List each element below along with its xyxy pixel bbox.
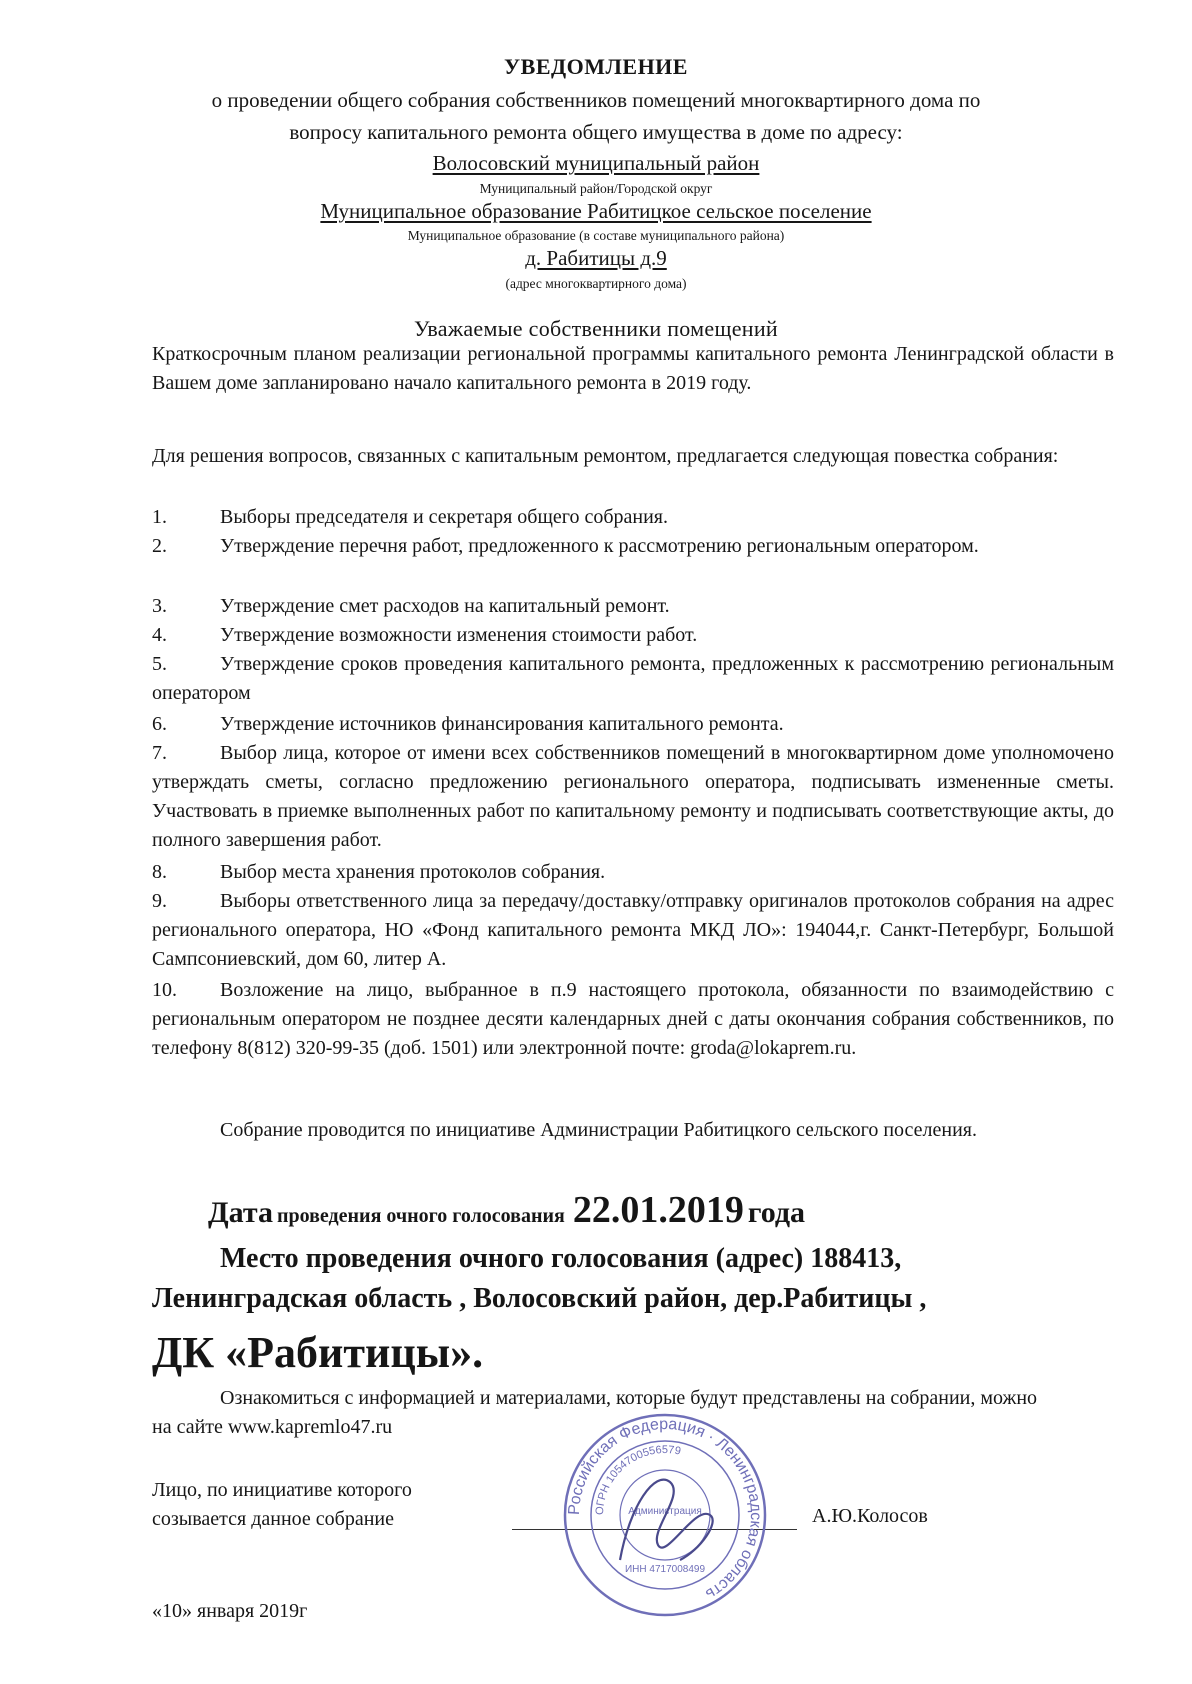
greeting: Уважаемые собственники помещений bbox=[414, 316, 778, 341]
agenda-item-text: Выбор места хранения протоколов собрания. bbox=[220, 861, 606, 883]
date-label: проведения очного голосования bbox=[276, 1205, 565, 1227]
agenda-item-text: Утверждение сроков проведения капитального ремонта, предложенных к рассмотрению региональным оператором bbox=[152, 653, 1114, 704]
agenda-item-text: Утверждение смет расходов на капитальный ремонт. bbox=[220, 595, 670, 617]
agenda-item-text: Утверждение источников финансирования капитального ремонта. bbox=[220, 713, 784, 735]
date-word: Дата bbox=[208, 1196, 273, 1229]
agenda-item bbox=[152, 650, 1114, 708]
agenda-item-text: Утверждение возможности изменения стоимости работ. bbox=[220, 624, 698, 646]
agenda-item-text: Возложение на лицо, выбранное в п.9 настоящего протокола, обязанности по взаимодействию с региональным оператором не позднее десяти календарных дней с даты окончания собрания собственников, по телефону 8(812) 320-99-35 (доб. 1501) или электронной почте: groda@lokaprem.ru. bbox=[152, 979, 1114, 1059]
agenda-intro: Для решения вопросов, связанных с капитальным ремонтом, предлагается следующая повестка собрания: bbox=[152, 445, 1059, 467]
voting-place-line-1: Место проведения очного голосования (адрес) 188413, bbox=[220, 1243, 902, 1274]
agenda-item-text: Выборы ответственного лица за передачу/доставку/отправку оригиналов протоколов собрания на адрес регионального оператора, НО «Фонд капитального ремонта МКД ЛО»: 194044,г. Санкт-Петербург, Большой Сампсониевский, дом 60, литер А. bbox=[152, 890, 1114, 970]
agenda-item-number: 4. bbox=[152, 624, 167, 646]
agenda-item bbox=[152, 739, 1114, 855]
agenda-item-text: Утверждение перечня работ, предложенного к рассмотрению региональным оператором. bbox=[220, 535, 979, 557]
agenda-item-number: 6. bbox=[152, 713, 167, 735]
agenda-item-number: 9. bbox=[152, 890, 167, 912]
agenda-item-number: 2. bbox=[152, 535, 167, 557]
agenda-item bbox=[152, 976, 1114, 1063]
voting-place-line-2: Ленинградская область , Волосовский район, дер.Рабитицы , bbox=[152, 1283, 927, 1314]
plan-paragraph: Краткосрочным планом реализации региональной программы капитального ремонта Ленинградской области в Вашем доме запланировано начало капитального ремонта в 2019 году. bbox=[152, 343, 1114, 394]
stamp-outer-text: Российская Федерация · Ленинградская область bbox=[565, 1415, 765, 1603]
stamp-inner-text: ОГРН 1054700556579 bbox=[593, 1443, 682, 1516]
agenda-item bbox=[152, 532, 1114, 561]
address-value: д. Рабитицы д.9 bbox=[525, 246, 667, 270]
agenda-item-number: 5. bbox=[152, 653, 167, 675]
municipality-value: Муниципальное образование Рабитицкое сельское поселение bbox=[320, 199, 872, 223]
signing-date: «10» января 2019г bbox=[152, 1600, 308, 1622]
signatory-name: А.Ю.Колосов bbox=[812, 1505, 928, 1527]
agenda-item bbox=[152, 887, 1114, 974]
acquaint-paragraph: Ознакомиться с информацией и материалами, которые будут представлены на собрании, можно на сайте www.kapremlo47.ru bbox=[152, 1387, 1038, 1438]
signatory-label-line-2: созывается данное собрание bbox=[152, 1508, 395, 1530]
stamp-inn-text: ИНН 4717008499 bbox=[624, 1564, 706, 1575]
agenda-item-text: Выбор лица, которое от имени всех собственников помещений в многоквартирном доме уполномочено утверждать сметы, согласно предложению регионального оператора, подписывать измененные сметы. Участвовать в приемке выполненных работ по капитальному ремонту и подписывать соответствующие акты, до полного завершения работ. bbox=[152, 742, 1114, 851]
district-caption: Муниципальный район/Городской округ bbox=[479, 181, 713, 196]
intro-line-1: о проведении общего собрания собственников помещений многоквартирного дома по bbox=[211, 88, 981, 112]
agenda-item-number: 3. bbox=[152, 595, 167, 617]
agenda-item bbox=[152, 592, 1114, 621]
agenda-item-number: 1. bbox=[152, 506, 167, 528]
agenda-item-number: 8. bbox=[152, 861, 167, 883]
agenda-item-text: Выборы председателя и секретаря общего собрания. bbox=[220, 506, 668, 528]
date-suffix: года bbox=[747, 1196, 806, 1229]
voting-place-line-3: ДК «Рабитицы». bbox=[152, 1328, 484, 1377]
agenda-item bbox=[152, 710, 1114, 739]
district-field bbox=[0, 151, 1192, 176]
intro-line-2: вопросу капитального ремонта общего имущества в доме по адресу: bbox=[289, 120, 903, 144]
municipality-caption: Муниципальное образование (в составе муниципального района) bbox=[407, 228, 785, 243]
agenda-item bbox=[152, 621, 1114, 650]
stamp-center-text: Администрация bbox=[628, 1506, 702, 1517]
signatory-label-line-1: Лицо, по инициативе которого bbox=[152, 1479, 412, 1501]
agenda-item bbox=[152, 503, 1114, 532]
date-value: 22.01.2019 bbox=[572, 1189, 744, 1231]
address-caption: (адрес многоквартирного дома) bbox=[505, 276, 687, 291]
agenda-item bbox=[152, 858, 1114, 887]
agenda-item-number: 7. bbox=[152, 742, 167, 764]
municipality-field bbox=[0, 199, 1192, 224]
document-title: УВЕДОМЛЕНИЕ bbox=[504, 54, 688, 79]
agenda-item-number: 10. bbox=[152, 979, 177, 1001]
address-field bbox=[0, 246, 1192, 271]
signatory-label bbox=[152, 1476, 412, 1534]
voting-date bbox=[208, 1188, 805, 1232]
district-value: Волосовский муниципальный район bbox=[432, 151, 760, 175]
official-stamp bbox=[560, 1410, 770, 1620]
initiative-paragraph: Собрание проводится по инициативе Администрации Рабитицкого сельского поселения. bbox=[220, 1119, 977, 1141]
